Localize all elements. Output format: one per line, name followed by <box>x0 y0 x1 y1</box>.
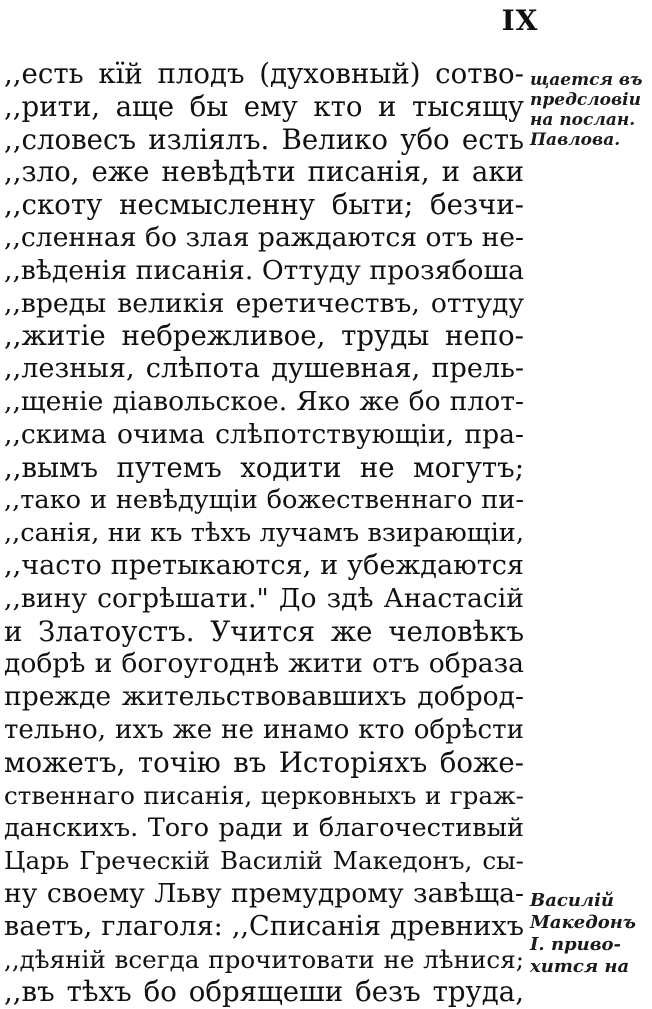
text-line: ваетъ, глаголя: ,,Списанія древнихъ <box>4 910 524 942</box>
text-line: ну своему Льву премудрому завѣща- <box>4 877 524 909</box>
text-line: ,,рити, аще бы ему кто и тысящу <box>4 90 524 123</box>
text-line: ,,вину согрѣшати." До здѣ Анастасій <box>4 582 524 614</box>
text-line: ,,щеніе діавольское. Яко же бо плот- <box>4 385 524 417</box>
text-line: данскихъ. Того ради и благочестивый <box>4 813 524 844</box>
text-line: прежде жительствовавшихъ доброд- <box>4 681 524 713</box>
text-line: ,,лезныя, слѣпота душевная, прель- <box>4 353 524 385</box>
text-line: и Златоустъ. Учится же человѣкъ <box>4 615 524 648</box>
text-line: ,,сленная бо злая раждаются отъ не- <box>4 221 524 253</box>
text-line: ,,въ тѣхъ бо обрящеши безъ труда, <box>4 976 524 1009</box>
text-line: ,,есть кїй плодъ (духовный) сотво- <box>4 58 524 90</box>
text-line: ,,житіе небрежливое, труды непо- <box>4 320 524 353</box>
page-number: IX <box>501 4 539 37</box>
text-line: ,,вымъ путемъ ходити не могутъ; <box>4 451 524 484</box>
margin-note-line: Павлова. <box>530 130 621 150</box>
text-line: добрѣ и богоугоднѣ жити отъ образа <box>4 648 524 680</box>
margin-note-line: хится на <box>530 956 630 977</box>
margin-note-line: на послан. <box>530 110 636 130</box>
margin-note-line: I. приво- <box>530 934 622 955</box>
body-text <box>4 58 524 1009</box>
margin-note-line: Василій <box>530 890 615 911</box>
text-line: ,,скоту несмысленну быти; безчи- <box>4 189 524 222</box>
margin-note-top <box>530 70 650 150</box>
text-line: ,,вѣденія писанія. Оттуду прозябоша <box>4 254 524 286</box>
margin-note-line: предсловіи <box>530 90 641 110</box>
text-line: ,,скима очима слѣпотствующіи, пра- <box>4 418 524 450</box>
text-line: ,,вреды великія еретичествъ, оттуду <box>4 287 524 319</box>
text-line: ственнаго писанія, церковныхъ и граж- <box>4 780 524 810</box>
text-line: ,,словесъ изліялъ. Велико убо есть <box>4 123 524 156</box>
text-line: ,,зло, еже невѣдѣти писанія, и аки <box>4 156 524 189</box>
text-line: ,,тако и невѣдущіи божественнаго пи- <box>4 485 524 516</box>
text-line: тельно, ихъ же не инамо кто обрѣсти <box>4 714 524 745</box>
text-line: ,,дѣяній всегда прочитовати не лѣнися; <box>4 944 524 974</box>
text-line: можетъ, точію въ Исторіяхъ боже- <box>4 746 524 779</box>
margin-note-line: щается въ <box>530 70 643 90</box>
text-line: Царь Греческій Василій Македонъ, сы- <box>4 846 524 876</box>
margin-note-bottom <box>530 890 650 978</box>
margin-note-line: Македонъ <box>530 912 636 933</box>
text-line: ,,санія, ни къ тѣхъ лучамъ взирающіи, <box>4 518 524 549</box>
text-line: ,,часто претыкаются, и убеждаются <box>4 549 524 581</box>
